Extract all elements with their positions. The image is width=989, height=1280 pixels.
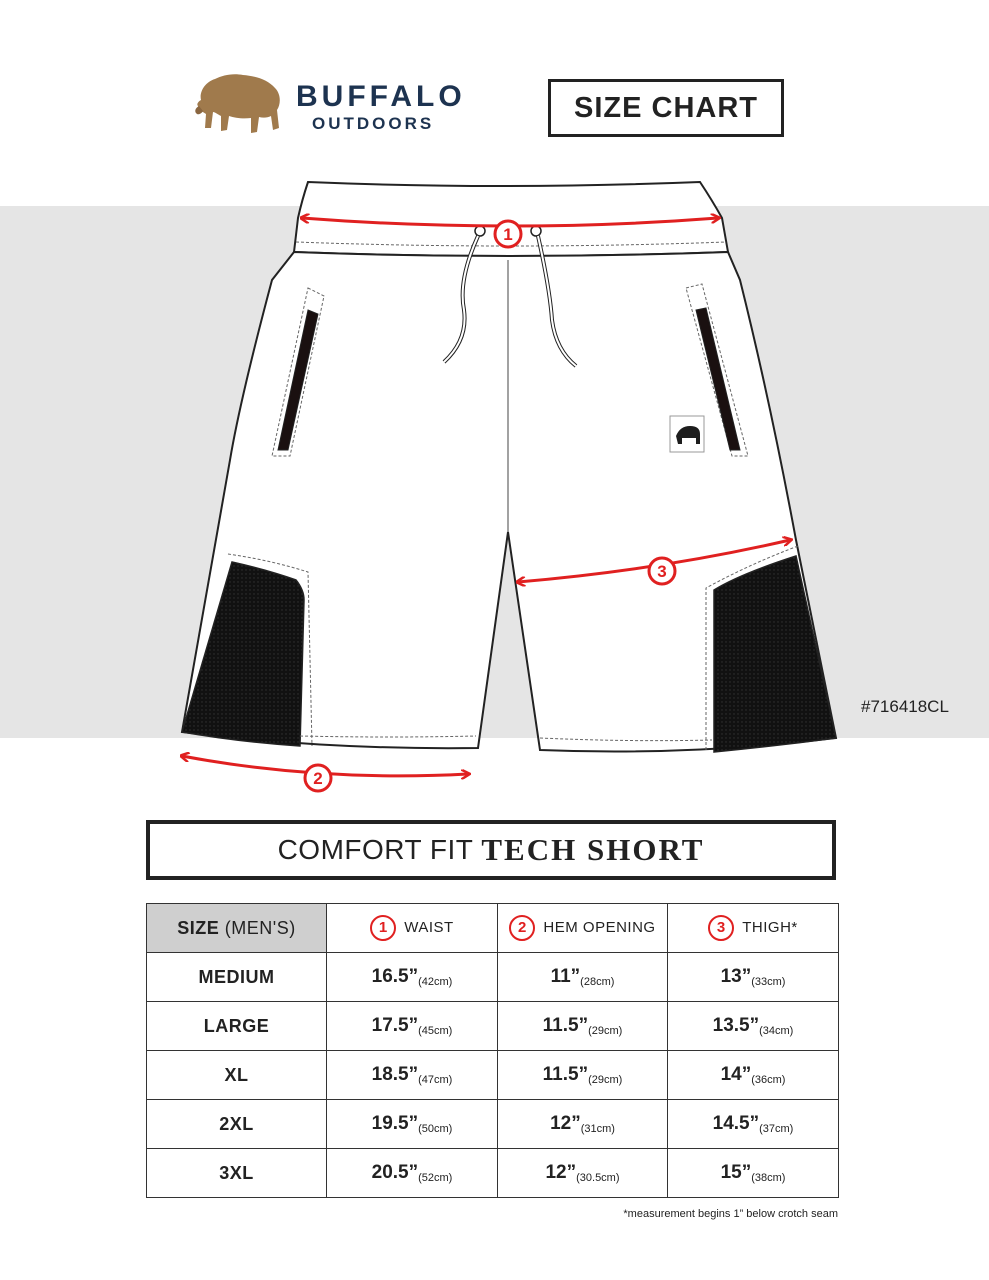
hem-cell bbox=[498, 1051, 668, 1100]
header-size-bold: SIZE bbox=[177, 917, 220, 938]
brand-name-line1: BUFFALO bbox=[296, 80, 466, 113]
hem-cm: (29cm) bbox=[588, 1025, 623, 1037]
hem-cell bbox=[498, 953, 668, 1002]
size-cell: 3XL bbox=[147, 1149, 327, 1198]
waist-cm: (50cm) bbox=[418, 1123, 453, 1135]
marker-2-badge: 2 bbox=[509, 915, 535, 941]
thigh-cell bbox=[668, 953, 839, 1002]
thigh-inches: 14.5” bbox=[712, 1113, 760, 1134]
waist-cm: (52cm) bbox=[418, 1172, 453, 1184]
table-row bbox=[147, 1100, 839, 1149]
header-thigh bbox=[668, 904, 839, 953]
style-number: #716418CL bbox=[861, 697, 949, 716]
waist-cell bbox=[327, 1051, 498, 1100]
shorts-drawing bbox=[0, 160, 989, 820]
waist-inches: 18.5” bbox=[371, 1064, 419, 1085]
hem-inches: 12” bbox=[550, 1113, 581, 1134]
buffalo-logo-icon bbox=[193, 70, 283, 142]
thigh-cm: (37cm) bbox=[759, 1123, 794, 1135]
hem-inches: 11” bbox=[550, 966, 581, 987]
size-table bbox=[146, 903, 839, 1198]
hem-cm: (28cm) bbox=[580, 976, 615, 988]
thigh-cm: (33cm) bbox=[751, 976, 786, 988]
product-title-name: TECH SHORT bbox=[481, 832, 705, 867]
thigh-inches: 13” bbox=[720, 966, 752, 987]
marker-3-badge: 3 bbox=[708, 915, 734, 941]
waist-cell bbox=[327, 953, 498, 1002]
hem-inches: 12” bbox=[545, 1162, 577, 1183]
thigh-inches: 14” bbox=[720, 1064, 752, 1085]
waist-cm: (47cm) bbox=[418, 1074, 453, 1086]
header-hem-label: HEM OPENING bbox=[543, 918, 656, 936]
hem-cell bbox=[498, 1100, 668, 1149]
thigh-cm: (34cm) bbox=[759, 1025, 794, 1037]
thigh-inches: 13.5” bbox=[712, 1015, 760, 1036]
waist-cell bbox=[327, 1100, 498, 1149]
hem-cell bbox=[498, 1002, 668, 1051]
size-cell: XL bbox=[147, 1051, 327, 1100]
hem-inches: 11.5” bbox=[542, 1064, 589, 1085]
thigh-cell bbox=[668, 1100, 839, 1149]
thigh-cell bbox=[668, 1149, 839, 1198]
waist-inches: 17.5” bbox=[371, 1015, 419, 1036]
thigh-cell bbox=[668, 1002, 839, 1051]
thigh-cm: (36cm) bbox=[751, 1074, 786, 1086]
header-thigh-label: THIGH* bbox=[742, 918, 798, 936]
hem-cm: (29cm) bbox=[588, 1074, 623, 1086]
thigh-cm: (38cm) bbox=[751, 1172, 786, 1184]
table-header-row bbox=[147, 904, 839, 953]
waist-inches: 20.5” bbox=[371, 1162, 419, 1183]
waist-cm: (42cm) bbox=[418, 976, 453, 988]
size-cell: LARGE bbox=[147, 1002, 327, 1051]
marker-2-label: 2 bbox=[313, 769, 323, 788]
hem-inches: 11.5” bbox=[542, 1015, 589, 1036]
header-size bbox=[147, 904, 327, 953]
size-cell: 2XL bbox=[147, 1100, 327, 1149]
marker-3-label: 3 bbox=[657, 562, 667, 581]
waist-inches: 19.5” bbox=[371, 1113, 419, 1134]
hem-cell bbox=[498, 1149, 668, 1198]
header-size-light: (MEN'S) bbox=[224, 917, 296, 938]
product-title-fit: COMFORT FIT bbox=[277, 834, 474, 865]
hem-cm: (31cm) bbox=[580, 1123, 615, 1135]
size-chart-heading: SIZE CHART bbox=[548, 79, 784, 137]
header-hem bbox=[498, 904, 668, 953]
waist-cm: (45cm) bbox=[418, 1025, 453, 1037]
header-waist bbox=[327, 904, 498, 953]
thigh-cell bbox=[668, 1051, 839, 1100]
marker-1-badge: 1 bbox=[370, 915, 396, 941]
footnote: *measurement begins 1” below crotch seam bbox=[623, 1208, 838, 1220]
brand-name-line2: OUTDOORS bbox=[312, 114, 435, 133]
waist-cell bbox=[327, 1002, 498, 1051]
table-row bbox=[147, 1002, 839, 1051]
size-cell: MEDIUM bbox=[147, 953, 327, 1002]
thigh-inches: 15” bbox=[720, 1162, 752, 1183]
right-mesh-panel bbox=[714, 556, 836, 752]
marker-1-label: 1 bbox=[503, 225, 513, 244]
hem-cm: (30.5cm) bbox=[576, 1172, 620, 1184]
waist-inches: 16.5” bbox=[371, 966, 419, 987]
table-row bbox=[147, 1149, 839, 1198]
product-title bbox=[146, 820, 836, 880]
table-row bbox=[147, 1051, 839, 1100]
waist-cell bbox=[327, 1149, 498, 1198]
table-row bbox=[147, 953, 839, 1002]
header-waist-label: WAIST bbox=[404, 918, 454, 936]
